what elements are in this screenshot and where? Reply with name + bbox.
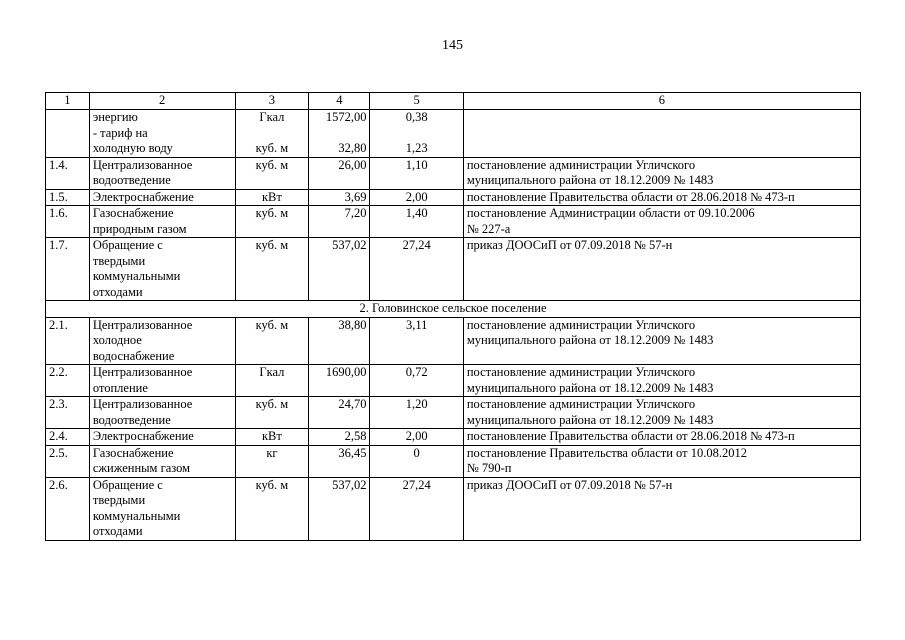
value-col4 [309,206,370,238]
service-name [89,365,235,397]
value-col5-line: 1,23 [405,141,428,155]
unit [235,317,309,365]
value-col5-line: 1,20 [405,397,428,411]
table-row [46,189,861,206]
service-name-line: твердыми [92,493,146,507]
value-col5 [370,445,463,477]
value-col4-line: 537,02 [332,238,367,252]
legal-basis-line: приказ ДООСиП от 07.09.2018 № 57-н [466,477,673,492]
legal-basis-line: муниципального района от 18.12.2009 № 1483 [466,380,714,395]
unit-line: куб. м [255,141,289,155]
legal-basis [463,365,860,397]
value-col4-line: 36,45 [338,445,367,460]
legal-basis-line: № 227-а [466,221,511,236]
table-row [46,365,861,397]
value-col5-line: 0,38 [405,110,428,124]
value-col5-line: 1,10 [405,157,428,172]
value-col5-line: 2,00 [405,429,428,443]
value-col4 [309,365,370,397]
value-col5-line: 27,24 [402,477,431,492]
service-name-line: Централизованное [92,397,193,411]
service-name-line: Централизованное [92,317,193,332]
legal-basis-line: муниципального района от 18.12.2009 № 1483 [466,333,714,347]
legal-basis [463,445,860,477]
service-name [89,206,235,238]
service-name-line: холодную воду [92,141,173,155]
service-name-line: твердыми [92,253,146,268]
service-name-line: водоотведение [92,173,171,187]
row-number: 1.6. [46,206,90,238]
value-col5 [370,397,463,429]
legal-basis-line: постановление администрации Угличского [466,397,696,411]
service-name-line: энергию [92,110,138,124]
value-col5-line: 2,00 [405,189,428,204]
service-name-line: холодное [92,333,142,347]
legal-basis [463,206,860,238]
value-col4 [309,110,370,158]
table-row [46,477,861,540]
unit-line: куб. м [255,206,289,220]
legal-basis-line: постановление Правительства области от 28.06.2018 № 473-п [466,189,795,204]
value-col4-line: 7,20 [344,206,367,220]
unit-line: куб. м [255,397,289,411]
unit-line: куб. м [255,157,289,172]
service-name-line: сжиженным газом [92,461,191,475]
service-name [89,477,235,540]
legal-basis [463,110,860,158]
table-row [46,445,861,477]
service-name-line: Электроснабжение [92,189,194,204]
service-name-line: водоотведение [92,412,171,427]
service-name-line: Обращение с [92,477,163,492]
value-col5-line [373,126,459,142]
value-col5-line: 27,24 [402,238,431,252]
service-name [89,397,235,429]
unit [235,365,309,397]
unit [235,429,309,446]
legal-basis-line: постановление Администрации области от 09.10.2006 [466,206,755,220]
column-number-row [46,93,861,110]
service-name [89,429,235,446]
value-col4-line: 3,69 [344,189,367,204]
legal-basis-line: муниципального района от 18.12.2009 № 1483 [466,173,714,187]
unit [235,238,309,301]
service-name-line: коммунальными [92,269,181,283]
service-name [89,317,235,365]
service-name-line: Электроснабжение [92,429,194,443]
value-col4-line: 1690,00 [325,365,367,379]
row-number: 2.4. [46,429,90,446]
section-row [46,301,861,318]
value-col4-line: 32,80 [338,141,367,155]
table-row [46,157,861,189]
service-name-line: водоснабжение [92,348,175,363]
tariff-table-body [46,93,861,541]
row-number: 1.5. [46,189,90,206]
table-row [46,317,861,365]
value-col5 [370,429,463,446]
unit-line: кВт [261,189,282,204]
row-number: 1.7. [46,238,90,301]
legal-basis [463,317,860,365]
legal-basis-line: приказ ДООСиП от 07.09.2018 № 57-н [466,238,673,252]
unit-line: куб. м [255,477,289,492]
value-col4-line: 24,70 [338,397,367,411]
legal-basis-line: постановление администрации Угличского [466,365,696,379]
table-row [46,238,861,301]
unit [235,445,309,477]
unit-line [239,126,306,142]
service-name [89,445,235,477]
unit-line: Гкал [259,110,285,124]
value-col4 [309,157,370,189]
value-col5 [370,477,463,540]
unit-line: куб. м [255,317,289,332]
service-name-line: отходами [92,524,143,538]
legal-basis [463,189,860,206]
value-col5-line: 1,40 [405,206,428,220]
row-number: 2.5. [46,445,90,477]
section-title: 2. Головинское сельское поселение [46,301,861,318]
service-name-line: отходами [92,284,143,299]
service-name-line: - тариф на [92,125,148,140]
value-col4-line: 1572,00 [325,110,367,124]
unit-line: кг [266,445,278,460]
legal-basis [463,477,860,540]
table-row [46,397,861,429]
header-cell: 5 [370,93,463,110]
value-col5 [370,110,463,158]
service-name-line: Газоснабжение [92,206,174,220]
service-name-line: коммунальными [92,508,181,523]
row-number: 1.4. [46,157,90,189]
unit [235,189,309,206]
service-name-line: Газоснабжение [92,445,174,460]
value-col5-line: 0 [413,445,420,460]
service-name [89,157,235,189]
header-cell: 4 [309,93,370,110]
legal-basis-line: муниципального района от 18.12.2009 № 1483 [466,412,714,427]
value-col4 [309,189,370,206]
value-col5-line: 0,72 [405,365,428,379]
table-row [46,110,861,158]
value-col4 [309,238,370,301]
value-col4-line: 38,80 [338,317,367,332]
unit [235,206,309,238]
value-col5 [370,206,463,238]
page-number: 145 [442,38,463,53]
table-row [46,429,861,446]
service-name-line: отопление [92,380,148,395]
row-number: 2.3. [46,397,90,429]
unit-line: Гкал [259,365,285,379]
service-name [89,110,235,158]
legal-basis [463,429,860,446]
header-cell: 1 [46,93,90,110]
tariff-table [45,92,861,541]
service-name [89,238,235,301]
row-number [46,110,90,158]
legal-basis [463,157,860,189]
service-name-line: Централизованное [92,157,193,172]
service-name-line: Обращение с [92,238,163,252]
unit [235,110,309,158]
legal-basis [463,397,860,429]
value-col4 [309,477,370,540]
legal-basis-line: постановление администрации Угличского [466,317,696,332]
row-number: 2.6. [46,477,90,540]
value-col5 [370,238,463,301]
value-col4 [309,429,370,446]
legal-basis [463,238,860,301]
legal-basis-line: постановление Правительства области от 28.06.2018 № 473-п [466,429,795,443]
unit-line: куб. м [255,238,289,252]
value-col5 [370,189,463,206]
legal-basis-line [467,110,857,126]
value-col4-line: 26,00 [338,157,367,172]
value-col4 [309,317,370,365]
unit [235,477,309,540]
unit [235,157,309,189]
header-cell: 2 [89,93,235,110]
header-cell: 3 [235,93,309,110]
legal-basis-line: постановление Правительства области от 10.08.2012 [466,445,747,460]
value-col5 [370,317,463,365]
row-number: 2.2. [46,365,90,397]
service-name-line: природным газом [92,221,187,236]
value-col4-line: 537,02 [332,477,367,492]
table-row [46,206,861,238]
unit [235,397,309,429]
header-cell: 6 [463,93,860,110]
value-col5 [370,157,463,189]
value-col4-line: 2,58 [344,429,367,443]
unit-line: кВт [261,429,282,443]
legal-basis-line: № 790-п [466,461,512,475]
value-col4-line [312,126,366,142]
service-name [89,189,235,206]
legal-basis-line: постановление администрации Угличского [466,157,696,172]
value-col5 [370,365,463,397]
row-number: 2.1. [46,317,90,365]
value-col4 [309,445,370,477]
value-col5-line: 3,11 [405,317,428,332]
value-col4 [309,397,370,429]
service-name-line: Централизованное [92,365,193,379]
